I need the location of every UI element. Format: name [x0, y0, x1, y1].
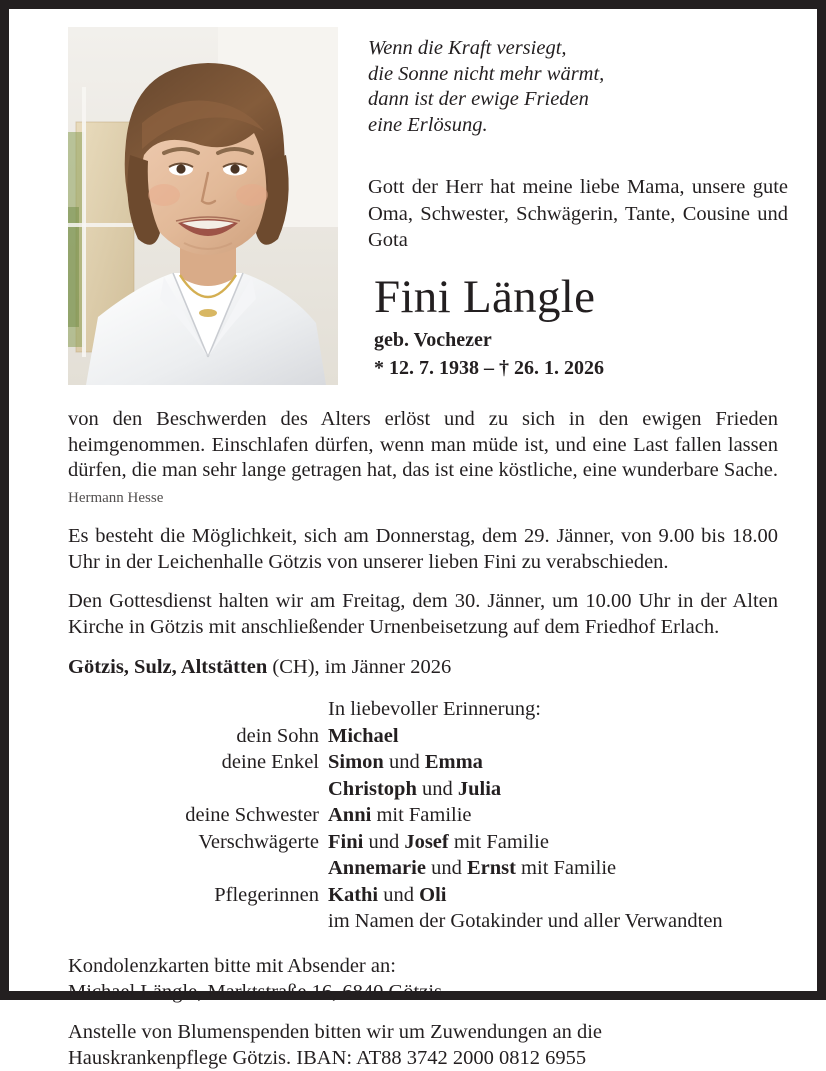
family-list-row — [68, 855, 723, 882]
poem-line-3: dann ist der ewige Frieden — [368, 88, 589, 110]
family-relation-label — [68, 855, 328, 882]
family-list-row — [68, 882, 723, 909]
family-relation-label: deine Schwester — [185, 804, 319, 826]
paragraph-hesse-text: von den Beschwerden des Alters erlöst und zu sich in den ewigen Frieden heimgenommen. Einschlafen dürfen, wenn man müde ist, und eine Last fallen lassen dürfen, die man sehr lange getragen hat, das ist eine köstliche, eine wunderbare Sache. — [68, 408, 778, 481]
portrait-photo-image — [68, 27, 338, 385]
family-list-row — [68, 802, 723, 829]
family-heading-label — [68, 696, 328, 723]
body-section — [68, 407, 778, 1071]
family-member-names: Annemarie und Ernst mit Familie — [328, 857, 617, 879]
family-list-body — [68, 696, 723, 935]
place-names: Götzis, Sulz, Altstätten — [68, 656, 268, 678]
family-relation-label: deine Enkel — [221, 751, 319, 773]
donation-note — [68, 1019, 778, 1071]
donation-line-1: Anstelle von Blumenspenden bitten wir um Zuwendungen an die — [68, 1020, 603, 1043]
place-date-rest: (CH), im Jänner 2026 — [267, 656, 452, 678]
family-relation-label: dein Sohn — [236, 724, 319, 747]
poem-line-2: die Sonne nicht mehr wärmt, — [368, 62, 605, 85]
family-member-names: Fini und Josef mit Familie — [328, 830, 549, 853]
family-list-row — [68, 776, 723, 803]
top-section — [9, 9, 817, 394]
family-list — [68, 696, 723, 935]
family-list-row — [68, 723, 723, 750]
paragraph-hesse — [68, 407, 778, 511]
condolence-note — [68, 953, 778, 1005]
deceased-name-block — [374, 271, 794, 381]
condolence-line-2: Michael Längle, Marktstraße 16, 6840 Götzis — [68, 980, 443, 1003]
deceased-name: Fini Längle — [374, 271, 596, 323]
family-member-names: Simon und Emma — [328, 751, 483, 773]
deceased-maiden-name: geb. Vochezer — [374, 329, 492, 351]
family-member-names: im Namen der Gotakinder und aller Verwandten — [328, 910, 723, 932]
portrait-photo — [68, 27, 338, 385]
family-relation-label — [68, 776, 328, 803]
poem-line-1: Wenn die Kraft versiegt, — [368, 37, 567, 59]
family-heading-row — [68, 696, 723, 723]
poem-line-4: eine Erlösung. — [368, 113, 488, 136]
intro-text: Gott der Herr hat meine liebe Mama, unsere gute Oma, Schwester, Schwägerin, Tante, Cousine und Gota — [368, 176, 788, 251]
deceased-life-dates: * 12. 7. 1938 – † 26. 1. 2026 — [374, 357, 604, 379]
place-and-date-line — [68, 654, 778, 680]
paragraph-viewing: Es besteht die Möglichkeit, sich am Donnerstag, dem 29. Jänner, von 9.00 bis 18.00 Uhr in der Leichenhalle Götzis von unserer lieben Fini zu verabschieden. — [68, 525, 778, 573]
condolence-line-1: Kondolenzkarten bitte mit Absender an: — [68, 954, 396, 977]
family-member-names: Anni mit Familie — [328, 804, 472, 826]
family-member-names: Michael — [328, 724, 399, 747]
family-list-row — [68, 829, 723, 856]
family-relation-label: Pflegerinnen — [214, 883, 319, 906]
memorial-poem — [368, 36, 788, 138]
family-relation-label — [68, 908, 328, 935]
paragraph-service: Den Gottesdienst halten wir am Freitag, dem 30. Jänner, um 10.00 Uhr in der Alten Kirche in Götzis mit anschließender Urnenbeisetzung auf dem Friedhof Erlach. — [68, 590, 778, 638]
family-relation-label: Verschwägerte — [198, 830, 319, 853]
donation-line-2: Hauskrankenpflege Götzis. IBAN: AT88 3742 2000 0812 6955 — [68, 1046, 587, 1069]
family-heading: In liebevoller Erinnerung: — [328, 698, 541, 720]
family-member-names: Christoph und Julia — [328, 777, 502, 800]
closing-section — [68, 953, 778, 1071]
notice-inner — [9, 9, 817, 1069]
family-list-row — [68, 749, 723, 776]
family-list-row — [68, 908, 723, 935]
family-member-names: Kathi und Oli — [328, 883, 447, 906]
hesse-attribution: Hermann Hesse — [68, 489, 164, 506]
